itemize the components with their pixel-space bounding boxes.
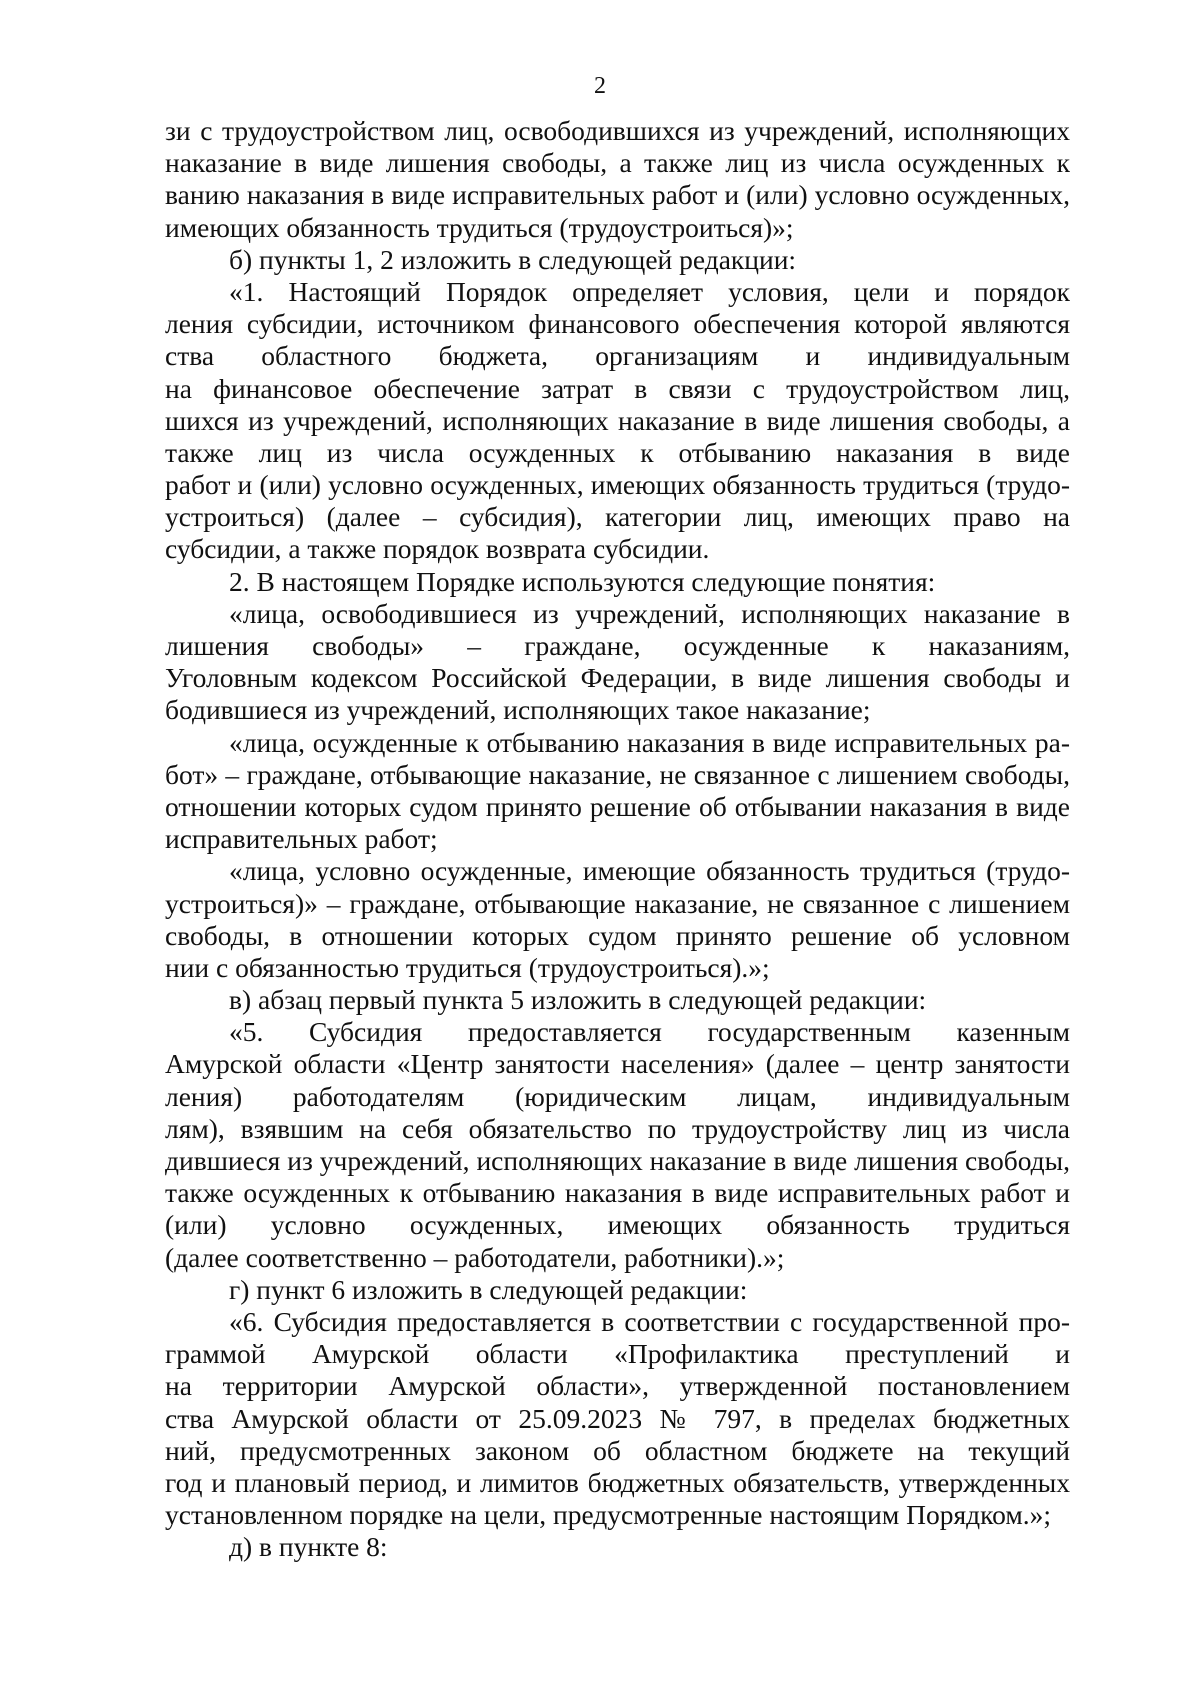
- text-line: установленном порядке на цели, предусмотренные настоящим Порядком.»;: [165, 1499, 1052, 1531]
- text-line: год и плановый период, и лимитов бюджетных обязательств, утвержденных: [165, 1466, 1070, 1498]
- document-body: [165, 115, 1070, 1563]
- text-line: отношении которых судом принято решение об отбывании наказания в виде: [165, 790, 1070, 822]
- text-line: ления субсидии, источником финансового обеспечения которой являются: [165, 308, 1070, 340]
- text-line: граммой Амурской области «Профилактика преступлений и: [165, 1338, 1070, 1370]
- text-line: ления) работодателям (юридическим лицам, индивидуальным: [165, 1080, 1070, 1112]
- text-line: лишения свободы» – граждане, осужденные к наказаниям,: [165, 630, 1070, 661]
- text-line: ства Амурской области от 25.09.2023 № 797, в пределах бюджетных: [165, 1402, 1070, 1434]
- text-line: на территории Амурской области», утвержденной постановлением: [165, 1370, 1070, 1402]
- text-line: г) пункт 6 изложить в следующей редакции:: [229, 1273, 748, 1305]
- text-line: дившиеся из учреждений, исполняющих наказание в виде лишения свободы,: [165, 1145, 1070, 1176]
- text-line: субсидии, а также порядок возврата субсидии.: [165, 533, 710, 565]
- text-line: «лица, освободившиеся из учреждений, исполняющих наказание в: [229, 597, 1070, 629]
- text-line: работ и (или) условно осужденных, имеющих обязанность трудиться (трудо-: [165, 469, 1070, 501]
- text-line: (далее соответственно – работодатели, работники).»;: [165, 1241, 785, 1273]
- text-line: «лица, условно осужденные, имеющие обязанность трудиться (трудо-: [229, 855, 1070, 887]
- text-line: «5. Субсидия предоставляется государственным казенным: [229, 1016, 1070, 1048]
- text-line: устроиться) (далее – субсидия), категории лиц, имеющих право на: [165, 501, 1070, 533]
- text-line: «6. Субсидия предоставляется в соответствии с государственной про-: [229, 1305, 1070, 1337]
- text-line: наказание в виде лишения свободы, а также лиц из числа осужденных к: [165, 147, 1070, 179]
- text-line: в) абзац первый пункта 5 изложить в следующей редакции:: [229, 984, 927, 1016]
- page-number: 2: [594, 73, 606, 99]
- text-line: устроиться)» – граждане, отбывающие наказание, не связанное с лишением: [165, 887, 1070, 919]
- text-line: на финансовое обеспечение затрат в связи с трудоустройством лиц,: [165, 372, 1070, 404]
- text-line: лям), взявшим на себя обязательство по трудоустройству лиц из числа: [165, 1112, 1070, 1144]
- text-line: шихся из учреждений, исполняющих наказание в виде лишения свободы, а: [165, 404, 1070, 436]
- text-line: ний, предусмотренных законом об областном бюджете на текущий: [165, 1434, 1070, 1466]
- text-line: также осужденных к отбыванию наказания в виде исправительных работ и: [165, 1177, 1070, 1209]
- text-line: имеющих обязанность трудиться (трудоустроиться)»;: [165, 211, 794, 243]
- text-line: зи с трудоустройством лиц, освободившихся из учреждений, исполняющих: [165, 115, 1070, 146]
- text-line: также лиц из числа осужденных к отбыванию наказания в виде: [165, 436, 1070, 468]
- text-line: исправительных работ;: [165, 823, 438, 855]
- text-line: ванию наказания в виде исправительных работ и (или) условно осужденных,: [165, 179, 1070, 211]
- text-line: 2. В настоящем Порядке используются следующие понятия:: [229, 565, 936, 597]
- text-line: «1. Настоящий Порядок определяет условия, цели и порядок: [229, 275, 1070, 307]
- text-line: Уголовным кодексом Российской Федерации, в виде лишения свободы и: [165, 662, 1070, 694]
- text-line: д) в пункте 8:: [229, 1531, 388, 1563]
- text-line: бот» – граждане, отбывающие наказание, не связанное с лишением свободы,: [165, 758, 1070, 790]
- text-line: свободы, в отношении которых судом принято решение об условном: [165, 919, 1070, 951]
- text-line: б) пункты 1, 2 изложить в следующей редакции:: [229, 243, 797, 275]
- text-line: (или) условно осужденных, имеющих обязанность трудиться: [165, 1209, 1070, 1241]
- text-line: «лица, осужденные к отбыванию наказания в виде исправительных ра-: [229, 726, 1070, 758]
- text-line: бодившиеся из учреждений, исполняющих такое наказание;: [165, 694, 871, 726]
- text-line: нии с обязанностью трудиться (трудоустроиться).»;: [165, 951, 770, 983]
- text-line: Амурской области «Центр занятости населения» (далее – центр занятости: [165, 1048, 1070, 1080]
- text-line: ства областного бюджета, организациям и индивидуальным: [165, 340, 1070, 372]
